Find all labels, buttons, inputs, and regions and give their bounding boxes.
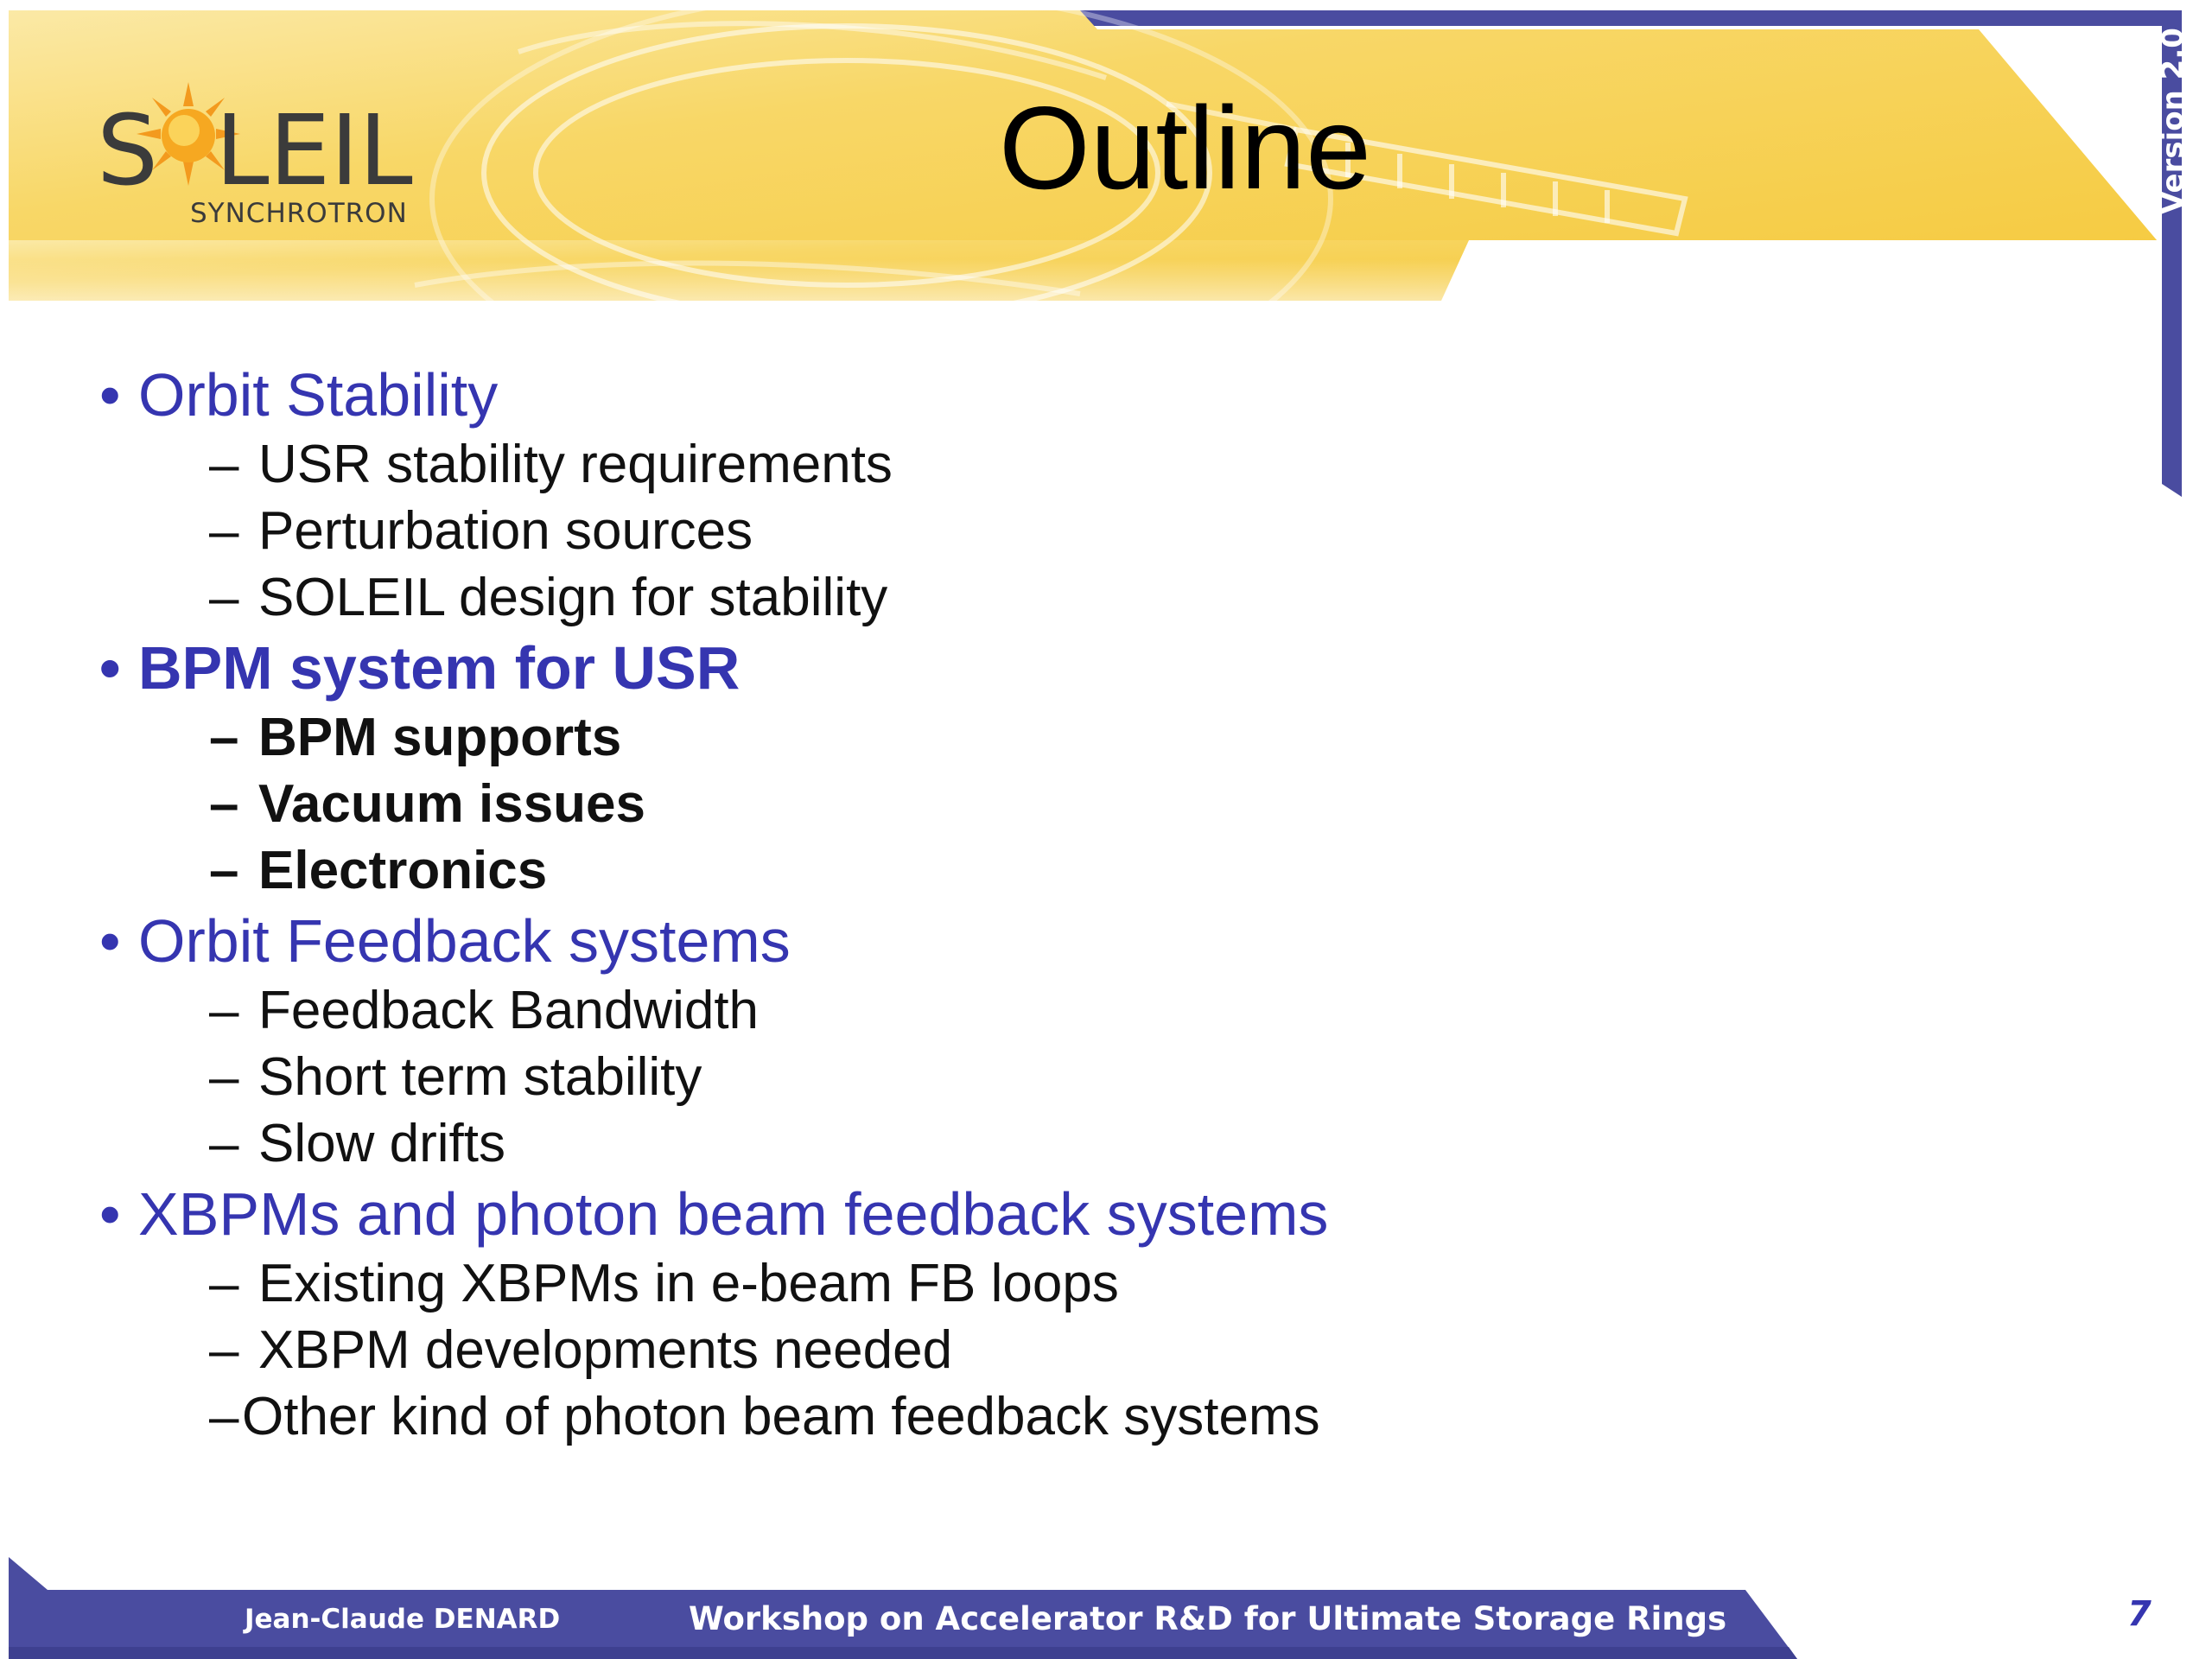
outline-subitem — [209, 774, 646, 834]
outline-subitem — [209, 1047, 702, 1107]
dash-icon: – — [209, 1047, 239, 1107]
outline-subitem — [209, 1320, 953, 1380]
outline-subitem — [209, 435, 893, 494]
outline-item-label: Vacuum issues — [258, 774, 646, 834]
bullet-icon: • — [99, 634, 121, 702]
outline-section — [99, 634, 741, 702]
outline-item-label: XBPMs and photon beam feedback systems — [138, 1180, 1329, 1248]
page-number: 7 — [2127, 1594, 2152, 1634]
version-label: Version 2.0 — [2156, 28, 2190, 214]
dash-icon: – — [209, 841, 239, 900]
footer-event: Workshop on Accelerator R&D for Ultimate Storage Rings — [689, 1600, 1727, 1637]
dash-icon: – — [209, 1320, 239, 1380]
outline-item-label: Other kind of photon beam feedback systems — [242, 1387, 1320, 1446]
dash-icon: – — [209, 708, 239, 767]
outline-item-label: Perturbation sources — [258, 501, 753, 561]
outline-item-label: BPM supports — [258, 708, 622, 767]
outline-item-label: Orbit Stability — [138, 361, 499, 429]
dash-icon: – — [209, 435, 239, 494]
outline-section — [99, 361, 499, 429]
outline-subitem — [209, 1254, 1119, 1313]
slide-title: Outline — [999, 82, 1371, 213]
dash-icon: – — [209, 774, 239, 834]
dash-icon: – — [209, 1114, 239, 1173]
bullet-icon: • — [99, 361, 121, 429]
outline-item-label: Short term stability — [258, 1047, 702, 1107]
outline-item-label: Feedback Bandwidth — [258, 981, 760, 1040]
logo-wordmark: S LEIL — [97, 95, 413, 207]
dash-icon: – — [209, 568, 239, 627]
dash-icon: – — [209, 981, 239, 1040]
outline-item-label: BPM system for USR — [138, 634, 741, 702]
outline-subitem — [209, 1114, 505, 1173]
dash-icon: – — [209, 1387, 239, 1446]
outline-item-label: Orbit Feedback systems — [138, 907, 791, 975]
outline-subitem — [209, 1387, 1320, 1446]
bullet-icon: • — [99, 1180, 121, 1248]
dash-icon: – — [209, 501, 239, 561]
outline-item-label: SOLEIL design for stability — [258, 568, 888, 627]
outline-subitem — [209, 841, 548, 900]
outline-item-label: Electronics — [258, 841, 548, 900]
outline-section — [99, 907, 791, 975]
bullet-icon: • — [99, 907, 121, 975]
outline-item-label: Existing XBPMs in e-beam FB loops — [258, 1254, 1119, 1313]
outline-section — [99, 1180, 1329, 1248]
logo-subtitle: SYNCHROTRON — [190, 198, 408, 229]
outline-item-label: Slow drifts — [258, 1114, 505, 1173]
outline-item-label: USR stability requirements — [258, 435, 893, 494]
outline-subitem — [209, 501, 753, 561]
outline-subitem — [209, 708, 622, 767]
outline-subitem — [209, 981, 760, 1040]
dash-icon: – — [209, 1254, 239, 1313]
outline-item-label: XBPM developments needed — [258, 1320, 953, 1380]
outline-subitem — [209, 568, 888, 627]
footer-author: Jean-Claude DENARD — [245, 1604, 561, 1635]
footer-banner — [0, 1538, 2212, 1659]
